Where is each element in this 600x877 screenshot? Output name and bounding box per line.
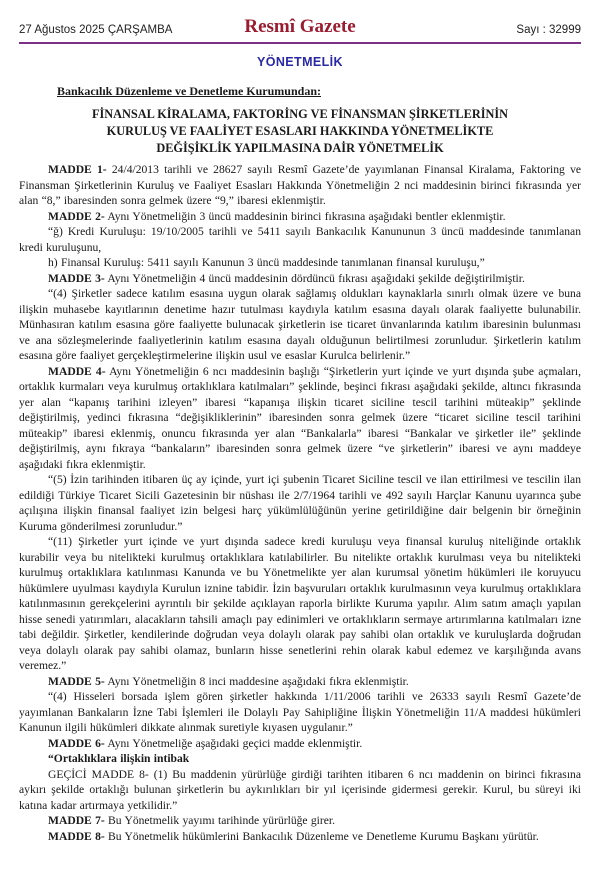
paragraph-lead-bold: MADDE 3-: [48, 271, 105, 285]
issue-number: Sayı : 32999: [516, 24, 581, 36]
paragraph: MADDE 4- Aynı Yönetmeliğin 6 ncı maddesinin başlığı “Şirketlerin yurt içinde ve yurt dışında şube açmaları, ortaklık kurmaları veya kurulmuş ortaklıklara katılmaları” şeklinde, beşinci fıkrası aşağıdaki şekilde, altıncı fıkrasında yer alan “kapanış tarihini izleyen” ibaresi “kapanışa ilişkin ticaret siciline tescil tarihini müteakip” şeklinde değiştirilmiş, yedinci fıkrasına “değişikliklerinin” ibaresinden sonra gelmek üzere “ticaret siciline tescil tarihini müteakip” ibaresi eklenmiş, onuncu fıkrasında yer alan “Bankalarla” ibaresi “Bankalar ve şirketler ile” şeklinde değiştirilmiş, aynı fıkraya “bankaların” ibaresinden sonra gelmek üzere “ve şirketlerin” ibaresi ve aynı maddeye aşağıdaki fıkra eklenmiştir.: [19, 364, 581, 471]
gazette-masthead: Resmî Gazete: [244, 16, 356, 37]
regulation-title: [19, 106, 581, 156]
paragraph: MADDE 1- 24/4/2013 tarihli ve 28627 sayılı Resmî Gazete’de yayımlanan Finansal Kiralama, Faktoring ve Finansman Şirketlerinin Kuruluş ve Faaliyet Esasları Hakkında Yönetmeliğin 2 nci maddesinin birinci fıkrasında yer alan “8,” ibaresinden sonra gelmek üzere “9,” ibaresi eklenmiştir.: [19, 163, 582, 208]
article-body: [19, 162, 581, 844]
header-divider-rule: [19, 42, 581, 44]
paragraph: GEÇİCİ MADDE 8- (1) Bu maddenin yürürlüğe girdiği tarihten itibaren 6 ncı maddenin on birinci fıkrasına aykırı şekilde ortaklığı bulunan şirketlerin bu aykırılıkları bir yıl içerisinde gidermesi gerekir. Kurul, bu süreyi iki katına kadar artırmaya yetkilidir.”: [19, 767, 581, 812]
paragraph: MADDE 2- Aynı Yönetmeliğin 3 üncü maddesinin birinci fıkrasına aşağıdaki bentler eklenmiştir.: [48, 209, 506, 223]
paragraph-lead-bold: MADDE 1-: [48, 163, 107, 177]
section-heading: YÖNETMELİK: [257, 55, 343, 69]
regulation-title-line-1: FİNANSAL KİRALAMA, FAKTORİNG VE FİNANSMAN ŞİRKETLERİNİN: [91, 107, 509, 121]
paragraph: “(11) Şirketler yurt içinde ve yurt dışında sadece kredi kuruluşu veya finansal kuruluş niteliğinde ortaklık kurabilir veya bu nitelikteki kurulmuş ortaklıklara katılabilirler. Bu nitelikte ortaklık kurulması veya bu nitelikteki kurulmuş ortaklıklara katılınması Kanunda ve bu Yönetmelikte yer alan kurumsal yönetim hükümleri ile koruyucu hükümlere uyulması kaydıyla Kurulun iznine tabidir. İzin başvuruları ortaklık kurulmasının veya kurulmuş ortaklıklara katılınmasının gerekçelerini ayrıntılı bir şekilde açıklayan raporla birlikte Kuruma yapılır. Alım satım amaçlı yapılan hisse senedi yatırımları, alacakların tahsili amaçlı pay edinimleri ve ortaklıkların sermaye artırımlarına katılmaları izne tabi değildir. Şirketler, kendilerinde doğrudan veya dolaylı olarak pay sahibi olan ortaklık ve kuruluşlarda doğrudan veya dolaylı olarak pay sahibi olamaz, bunların hisse senetlerini rehin olarak kabul edemez ve karşılığında avans veremez.”: [19, 535, 581, 673]
paragraph-lead-bold: MADDE 2-: [48, 209, 105, 223]
paragraph: MADDE 6- Aynı Yönetmeliğe aşağıdaki geçici madde eklenmiştir.: [48, 736, 363, 750]
paragraph-lead-bold: MADDE 7-: [48, 814, 105, 828]
paragraph: h) Finansal Kuruluş: 5411 sayılı Kanunun 3 üncü maddesinde tanımlanan finansal kuruluşu,”: [48, 256, 485, 270]
paragraph: “(5) İzin tarihinden itibaren üç ay içinde, yurt içi şubenin Ticaret Siciline tescil ve ilan ettirilmesi ve tescilin ilan edildiği Türkiye Ticaret Sicili Gazetesinin bir nüshası ile 2/7/1964 tarihli ve 492 sayılı Harçlar Kanunu uyarınca şube açılışına ilişkin finansal faaliyet izin belgesi harç yükümlülüğünün yerine getirildiğine dair belgenin bir örneğinin Kuruma gönderilmesi zorunludur.”: [19, 473, 581, 533]
paragraph: MADDE 8- Bu Yönetmelik hükümlerini Bankacılık Düzenleme ve Denetleme Kurumu Başkanı yürütür.: [48, 829, 539, 843]
paragraph: MADDE 3- Aynı Yönetmeliğin 4 üncü maddesinin dördüncü fıkrası aşağıdaki şekilde değiştirilmiştir.: [48, 271, 525, 285]
regulation-title-line-3: DEĞİŞİKLİK YAPILMASINA DAİR YÖNETMELİK: [156, 140, 444, 155]
paragraph: “ğ) Kredi Kuruluşu: 19/10/2005 tarihli ve 5411 sayılı Bankacılık Kanununun 3 üncü maddesinde tanımlanan kredi kuruluşunu,: [19, 225, 581, 254]
paragraph: MADDE 5- Aynı Yönetmeliğin 8 inci maddesine aşağıdaki fıkra eklenmiştir.: [48, 674, 409, 688]
paragraph-lead-bold: MADDE 4-: [48, 364, 106, 378]
paragraph-lead-bold: MADDE 6-: [48, 736, 105, 750]
paragraph-lead-bold: MADDE 5-: [48, 674, 105, 688]
paragraph-lead-bold: MADDE 8-: [48, 829, 105, 843]
paragraph-lead-bold: “Ortaklıklara ilişkin intibak: [48, 752, 190, 766]
paragraph: “(4) Hisseleri borsada işlem gören şirketler hakkında 1/11/2006 tarihli ve 26333 sayılı Resmî Gazete’de yayımlanan Bankaların İzne Tabi İşlemleri ile Dolaylı Pay Sahipliğine İlişkin Yönetmeliğin 11/A maddesi hükümleri Kanunun ilgili hükümleri dikkate alınmak suretiyle kıyasen uygulanır.”: [19, 690, 581, 735]
paragraph: “(4) Şirketler sadece katılım esasına uygun olarak sağlamış oldukları kaynaklarla sınırlı olmak üzere ve buna ilişkin muhasebe kayıtlarının denetime hazır tutulması kaydıyla katılım esasına dayalı olarak faaliyette bulunabilir. Münhasıran katılım esasına göre faaliyette bulunacak şirketlerin ise ticaret ünvanlarında katılım ibaresinin bulunması ve ana sözleşmelerinde faaliyetlerinin katılım esasına dayalı olduğunun belirtilmesi zorunludur. Şirketlerin katılım esasına göre faaliyet gerçekleştirmelerine ilişkin usul ve esaslar Kurulca belirlenir.”: [19, 287, 581, 363]
regulation-title-line-2: KURULUŞ VE FAALİYET ESASLARI HAKKINDA YÖNETMELİKTE: [106, 123, 494, 138]
publication-date: 27 Ağustos 2025 ÇARŞAMBA: [19, 24, 173, 36]
issuer-line: Bankacılık Düzenleme ve Denetleme Kurumundan:: [57, 84, 321, 98]
masthead-row: [19, 14, 581, 38]
paragraph: MADDE 7- Bu Yönetmelik yayımı tarihinde yürürlüğe girer.: [48, 814, 335, 828]
paragraph: [19, 751, 581, 767]
